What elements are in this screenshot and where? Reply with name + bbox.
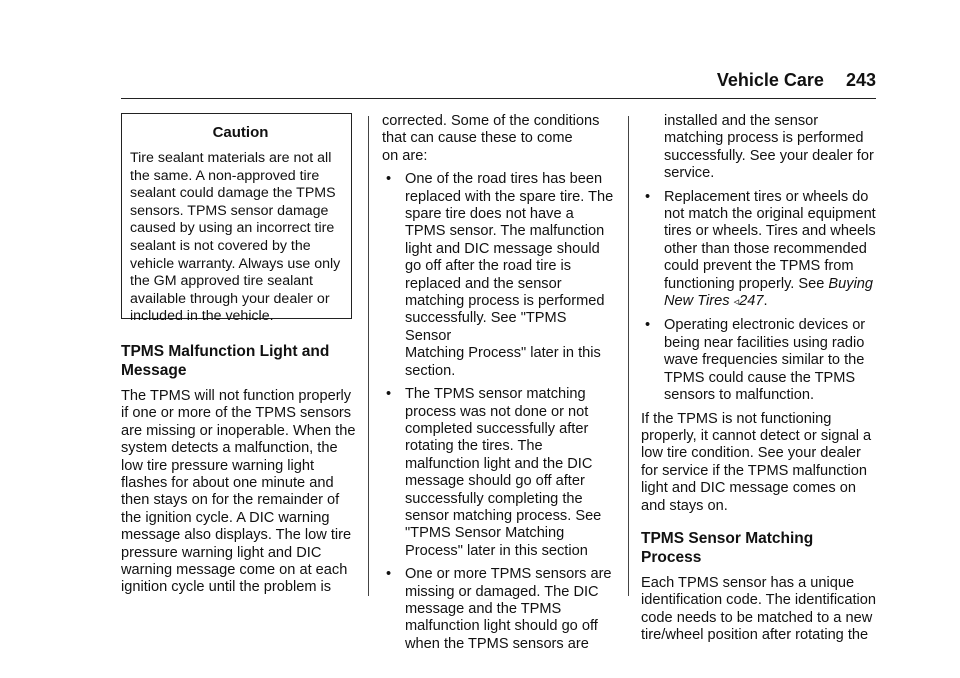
text-line: sealant could damage the TPMS xyxy=(130,185,336,202)
text-line: process was not done or not xyxy=(405,403,589,420)
text-line: message and the TPMS xyxy=(405,600,562,617)
text-line: installed and the sensor xyxy=(664,113,819,129)
page-ref-number[interactable]: 247 xyxy=(739,293,764,310)
text-line: spare tire does not have a xyxy=(405,206,574,223)
text-line: that can cause these to come xyxy=(382,130,573,147)
text-line: not match the original equipment xyxy=(664,206,876,223)
list-item xyxy=(641,189,879,312)
text-line: Process" later in this section xyxy=(405,542,588,559)
page-ref-icon: ◃ xyxy=(733,296,740,309)
list-item xyxy=(382,171,614,380)
text-line: available through your dealer or xyxy=(130,290,330,307)
text-line: TPMS sensor. The malfunction xyxy=(405,223,605,240)
text-line: replaced and the sensor xyxy=(405,275,562,292)
caution-text xyxy=(130,150,351,326)
text-line: successfully. See "TPMS Sensor xyxy=(405,310,567,344)
section-title: Vehicle Care xyxy=(716,70,824,90)
text-line: successfully. See your dealer for xyxy=(664,147,874,164)
bullet-mark: • xyxy=(386,171,392,188)
header-rule xyxy=(121,98,876,99)
text-line: being near facilities using radio xyxy=(664,334,865,351)
text-line: sensors. TPMS sensor damage xyxy=(130,202,329,219)
text-line: sensor matching process. See xyxy=(405,507,602,524)
caution-title: Caution xyxy=(212,124,269,141)
text-line: message also displays. The low tire xyxy=(121,527,352,544)
cross-reference-link[interactable]: New Tires xyxy=(664,293,730,310)
section-heading xyxy=(641,529,879,567)
text-line: the same. A non-approved tire xyxy=(130,167,320,184)
text-line: ignition cycle until the problem is xyxy=(121,579,332,596)
text-line: One of the road tires has been xyxy=(405,171,603,188)
text-line: malfunction light should go off xyxy=(405,618,598,635)
text-line: rotating the tires. The xyxy=(405,438,543,455)
bullet-mark: • xyxy=(386,386,392,403)
text-line: other than those recommended xyxy=(664,240,867,257)
text-line: tire/wheel position after rotating the xyxy=(641,627,869,644)
bullet-mark: • xyxy=(386,566,392,583)
list-item xyxy=(382,566,614,653)
section-heading xyxy=(121,342,359,380)
text-line: section. xyxy=(405,362,456,379)
bullet-mark: • xyxy=(645,188,651,205)
text-line: tires or wheels. Tires and wheels xyxy=(664,223,876,240)
heading-line: Message xyxy=(121,362,187,379)
text-line: included in the vehicle. xyxy=(130,308,274,325)
text-line: malfunction light and the DIC xyxy=(405,455,593,472)
text-line: completed successfully after xyxy=(405,420,589,437)
text-line: pressure warning light and DIC xyxy=(121,544,322,561)
column-divider xyxy=(628,116,629,596)
page-number: 243 xyxy=(845,70,876,90)
text-line: could prevent the TPMS from xyxy=(664,258,854,275)
column-middle xyxy=(382,113,614,653)
text-line xyxy=(664,293,879,311)
caution-box xyxy=(121,113,352,325)
text-line: then stays on for the remainder of xyxy=(121,492,340,509)
list-item xyxy=(382,386,614,560)
text-line: service. xyxy=(664,165,715,182)
text-line: vehicle warranty. Always use only xyxy=(130,255,341,272)
text-line: Replacement tires or wheels do xyxy=(664,188,869,205)
text-line: light and DIC message comes on xyxy=(641,480,856,497)
text-line: and stays on. xyxy=(641,497,728,514)
text-line: light and DIC message should xyxy=(405,240,600,257)
text-line: One or more TPMS sensors are xyxy=(405,566,612,583)
text-line: flashes for about one minute and xyxy=(121,475,334,492)
column-left xyxy=(121,342,359,597)
text-line: low tire condition. See your dealer xyxy=(641,445,861,462)
text-line: identification code. The identification xyxy=(641,592,877,609)
paragraph xyxy=(121,388,359,597)
text-line: replaced with the spare tire. The xyxy=(405,188,614,205)
text-line: go off after the road tire is xyxy=(405,258,572,275)
text-line: The TPMS will not function properly xyxy=(121,388,352,404)
text-segment: . xyxy=(763,293,768,310)
text-line: system detects a malfunction, the xyxy=(121,440,338,457)
heading-line: TPMS Malfunction Light and xyxy=(121,343,330,360)
text-line xyxy=(664,276,879,293)
text-line: for service if the TPMS malfunction xyxy=(641,462,868,479)
text-line: code needs to be matched to a new xyxy=(641,609,873,626)
text-line: if one or more of the TPMS sensors xyxy=(121,405,352,422)
paragraph xyxy=(641,411,879,515)
text-line: properly, it cannot detect or signal a xyxy=(641,427,872,444)
text-line: If the TPMS is not functioning xyxy=(641,410,832,427)
text-line: matching process is performed xyxy=(664,130,864,147)
text-line: the ignition cycle. A DIC warning xyxy=(121,509,330,526)
cross-reference-link[interactable]: Buying xyxy=(828,275,874,292)
text-line: Tire sealant materials are not all xyxy=(130,150,332,166)
text-line: caused by using an incorrect tire xyxy=(130,220,335,237)
text-line: warning message come on at each xyxy=(121,562,348,579)
text-line: message should go off after xyxy=(405,473,585,490)
text-line: Operating electronic devices or xyxy=(664,317,866,334)
text-segment: functioning properly. See xyxy=(664,275,829,292)
paragraph xyxy=(641,575,879,645)
text-line: sealant is not covered by the xyxy=(130,237,311,254)
heading-line: Process xyxy=(641,548,702,566)
text-line: matching process is performed xyxy=(405,293,605,310)
column-divider xyxy=(368,116,369,596)
text-line: missing or damaged. The DIC xyxy=(405,583,599,600)
text-line: sensors to malfunction. xyxy=(664,387,815,404)
text-line: the GM approved tire sealant xyxy=(130,273,313,290)
text-line: corrected. Some of the conditions xyxy=(382,113,600,129)
text-line: Matching Process" later in this xyxy=(405,345,601,362)
paragraph xyxy=(382,113,614,165)
text-line: low tire pressure warning light xyxy=(121,457,315,474)
text-line: "TPMS Sensor Matching xyxy=(405,525,565,542)
heading-line: TPMS Sensor Matching xyxy=(641,529,814,547)
text-line: successfully completing the xyxy=(405,490,583,507)
bullet-mark: • xyxy=(645,317,651,334)
list-item-continued xyxy=(641,113,879,183)
text-line: Each TPMS sensor has a unique xyxy=(641,574,855,591)
text-line: The TPMS sensor matching xyxy=(405,386,586,403)
page-header xyxy=(717,70,876,91)
text-line: on are: xyxy=(382,147,428,164)
text-line: TPMS could cause the TPMS xyxy=(664,369,856,386)
text-line: are missing or inoperable. When the xyxy=(121,422,356,439)
list-item xyxy=(641,317,879,404)
column-right xyxy=(641,113,879,645)
text-line: when the TPMS sensors are xyxy=(405,635,589,652)
text-line: wave frequencies similar to the xyxy=(664,352,865,369)
